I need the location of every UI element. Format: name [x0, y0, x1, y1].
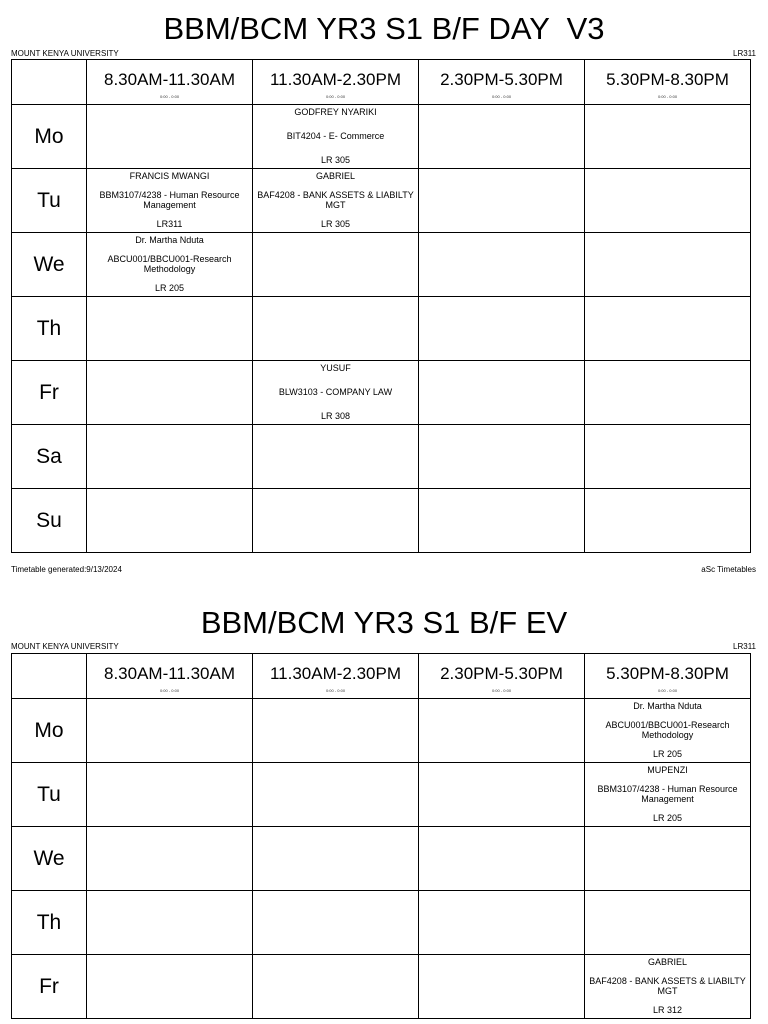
timetable-evening: [0, 604, 768, 1024]
time-slot-label: 11.30AM-2.30PM: [269, 664, 402, 683]
lesson-room: LR 205: [154, 283, 185, 293]
day-row-mo: [12, 699, 751, 763]
timetable-title: BBM/BCM YR3 S1 B/F DAY V3: [163, 11, 605, 46]
time-slot-header: [585, 654, 751, 699]
day-row-su: [12, 489, 751, 553]
timetable-grid: [11, 59, 751, 553]
empty-cell: [87, 827, 253, 891]
course-name: ABCU001/BBCU001-Research Methodology: [605, 720, 730, 740]
time-slot-sub: 0:00 - 0:00: [657, 688, 678, 693]
timetable-grid: [11, 653, 751, 1019]
lecturer-name: Dr. Martha Nduta: [633, 701, 702, 711]
course-name: BIT4204 - E- Commerce: [286, 131, 385, 141]
day-label: Th: [12, 297, 87, 361]
empty-cell: [87, 699, 253, 763]
day-row-we: [12, 233, 751, 297]
generated-date: Timetable generated:9/13/2024: [11, 565, 122, 574]
room-label: LR311: [733, 49, 756, 58]
time-slot-sub: 0:00 - 0:00: [657, 94, 678, 99]
empty-cell: [585, 361, 751, 425]
empty-cell: [253, 489, 419, 553]
timetable-title: BBM/BCM YR3 S1 B/F EV: [200, 605, 568, 640]
day-label: Mo: [12, 699, 87, 763]
day-row-we: [12, 827, 751, 891]
day-row-sa: [12, 425, 751, 489]
day-row-tu: [12, 763, 751, 827]
lesson-card: [585, 955, 750, 1018]
empty-cell: [87, 105, 253, 169]
empty-cell: [87, 425, 253, 489]
time-slot-header: [87, 60, 253, 105]
empty-cell: [419, 763, 585, 827]
time-slot-sub: 0:00 - 0:00: [325, 94, 346, 99]
empty-cell: [419, 489, 585, 553]
empty-cell: [419, 169, 585, 233]
time-slot-sub: 0:00 - 0:00: [325, 688, 346, 693]
empty-cell: [253, 297, 419, 361]
empty-cell: [87, 489, 253, 553]
day-label: Sa: [12, 425, 87, 489]
time-slot-header: [253, 654, 419, 699]
day-label: Th: [12, 891, 87, 955]
institution-name: MOUNT KENYA UNIVERSITY: [11, 642, 119, 651]
lesson-cell: [87, 233, 253, 297]
lesson-card: [87, 233, 252, 296]
time-slot-sub: 0:00 - 0:00: [159, 688, 180, 693]
empty-cell: [253, 425, 419, 489]
day-label: Tu: [12, 169, 87, 233]
time-slot-label: 11.30AM-2.30PM: [269, 70, 402, 89]
empty-cell: [419, 425, 585, 489]
day-row-th: [12, 297, 751, 361]
lecturer-name: GABRIEL: [315, 171, 355, 181]
empty-cell: [87, 297, 253, 361]
course-name: ABCU001/BBCU001-Research Methodology: [107, 254, 232, 274]
empty-cell: [585, 827, 751, 891]
empty-cell: [419, 827, 585, 891]
day-label: Fr: [12, 361, 87, 425]
time-slot-header: [253, 60, 419, 105]
empty-cell: [419, 361, 585, 425]
day-label: Fr: [12, 955, 87, 1019]
empty-cell: [87, 891, 253, 955]
lesson-room: LR 205: [652, 749, 683, 759]
course-name: BBM3107/4238 - Human Resource Management: [597, 784, 738, 804]
corner-cell: [12, 654, 87, 699]
time-slot-label: 8.30AM-11.30AM: [103, 664, 236, 683]
time-slot-label: 5.30PM-8.30PM: [606, 664, 729, 683]
empty-cell: [419, 891, 585, 955]
header-row: [12, 60, 751, 105]
header-row: [12, 654, 751, 699]
course-name: BLW3103 - COMPANY LAW: [278, 387, 393, 397]
empty-cell: [87, 955, 253, 1019]
empty-cell: [585, 297, 751, 361]
lesson-room: LR 312: [652, 1005, 683, 1015]
empty-cell: [585, 169, 751, 233]
lesson-room: LR 205: [652, 813, 683, 823]
day-label: We: [12, 233, 87, 297]
empty-cell: [87, 361, 253, 425]
lecturer-name: FRANCIS MWANGI: [129, 171, 210, 181]
empty-cell: [253, 827, 419, 891]
empty-cell: [419, 105, 585, 169]
lecturer-name: GODFREY NYARIKI: [294, 107, 377, 117]
day-label: Mo: [12, 105, 87, 169]
day-row-mo: [12, 105, 751, 169]
empty-cell: [585, 489, 751, 553]
empty-cell: [419, 233, 585, 297]
lecturer-name: YUSUF: [320, 363, 351, 373]
empty-cell: [253, 233, 419, 297]
empty-cell: [585, 425, 751, 489]
course-name: BAF4208 - BANK ASSETS & LIABILTY MGT: [257, 190, 414, 210]
day-label: Tu: [12, 763, 87, 827]
software-credit: aSc Timetables: [701, 565, 756, 574]
lecturer-name: Dr. Martha Nduta: [135, 235, 204, 245]
empty-cell: [585, 233, 751, 297]
lesson-cell: [585, 763, 751, 827]
lesson-room: LR311: [156, 219, 183, 229]
institution-name: MOUNT KENYA UNIVERSITY: [11, 49, 119, 58]
lesson-card: [253, 361, 418, 424]
lesson-card: [585, 699, 750, 762]
time-slot-header: [87, 654, 253, 699]
lecturer-name: MUPENZI: [647, 765, 688, 775]
lesson-card: [253, 105, 418, 168]
empty-cell: [253, 891, 419, 955]
lesson-cell: [87, 169, 253, 233]
lesson-room: LR 305: [320, 219, 351, 229]
lesson-room: LR 308: [320, 411, 351, 421]
day-row-tu: [12, 169, 751, 233]
day-row-fr: [12, 955, 751, 1019]
room-label: LR311: [733, 642, 756, 651]
lesson-card: [253, 169, 418, 232]
course-name: BAF4208 - BANK ASSETS & LIABILTY MGT: [589, 976, 746, 996]
lesson-cell: [253, 105, 419, 169]
lecturer-name: GABRIEL: [647, 957, 687, 967]
time-slot-sub: 0:00 - 0:00: [491, 94, 512, 99]
day-row-fr: [12, 361, 751, 425]
time-slot-label: 2.30PM-5.30PM: [440, 70, 563, 89]
empty-cell: [419, 699, 585, 763]
course-name: BBM3107/4238 - Human Resource Management: [99, 190, 240, 210]
empty-cell: [585, 105, 751, 169]
empty-cell: [253, 955, 419, 1019]
time-slot-sub: 0:00 - 0:00: [491, 688, 512, 693]
day-label: We: [12, 827, 87, 891]
lesson-cell: [585, 699, 751, 763]
empty-cell: [253, 699, 419, 763]
time-slot-label: 2.30PM-5.30PM: [440, 664, 563, 683]
time-slot-header: [419, 60, 585, 105]
empty-cell: [87, 763, 253, 827]
lesson-cell: [253, 361, 419, 425]
corner-cell: [12, 60, 87, 105]
time-slot-header: [419, 654, 585, 699]
lesson-cell: [253, 169, 419, 233]
lesson-room: LR 305: [320, 155, 351, 165]
empty-cell: [585, 891, 751, 955]
lesson-card: [87, 169, 252, 232]
time-slot-label: 5.30PM-8.30PM: [606, 70, 729, 89]
time-slot-header: [585, 60, 751, 105]
empty-cell: [253, 763, 419, 827]
empty-cell: [419, 297, 585, 361]
time-slot-label: 8.30AM-11.30AM: [103, 70, 236, 89]
lesson-cell: [585, 955, 751, 1019]
day-label: Su: [12, 489, 87, 553]
lesson-card: [585, 763, 750, 826]
empty-cell: [419, 955, 585, 1019]
day-row-th: [12, 891, 751, 955]
time-slot-sub: 0:00 - 0:00: [159, 94, 180, 99]
